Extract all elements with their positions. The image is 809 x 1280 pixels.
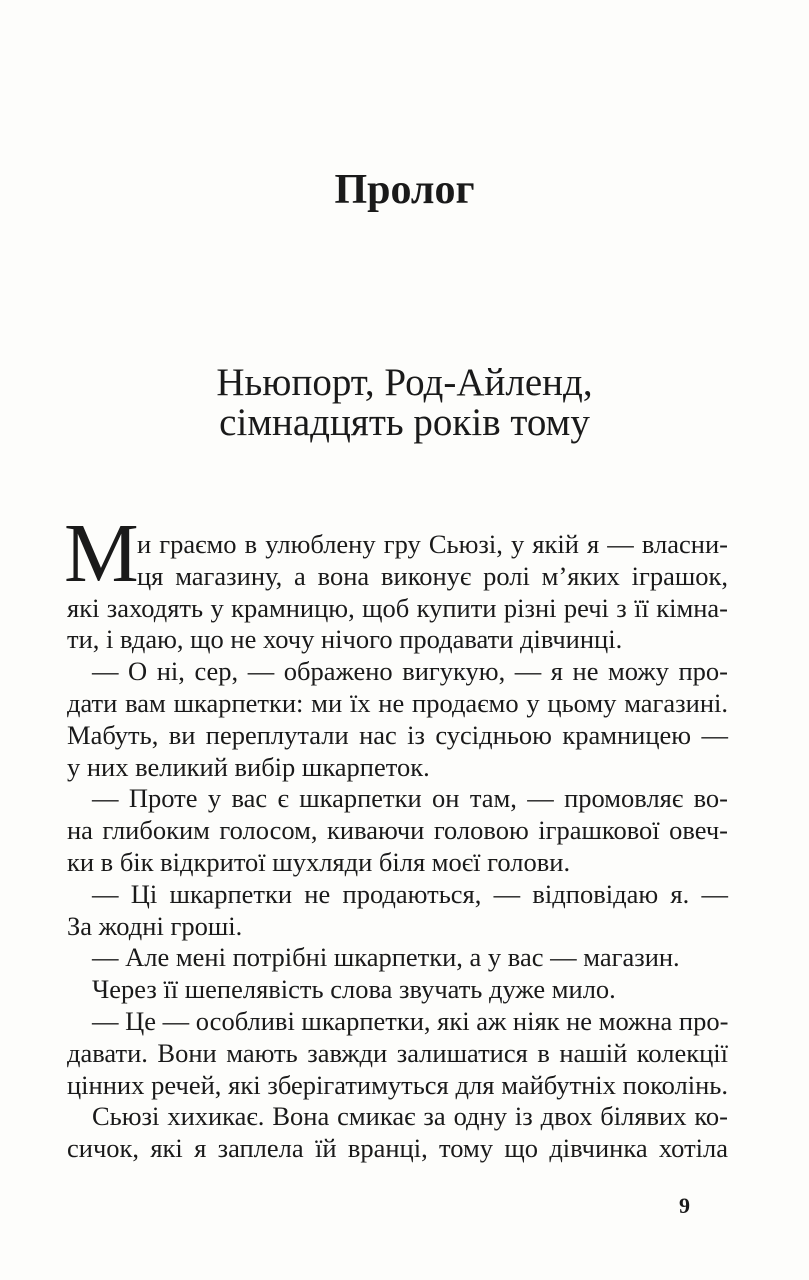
text-line: ця магазину, а вона виконує ролі м’яких іграшок, bbox=[137, 560, 728, 591]
text-line: Сьюзі хихикає. Вона смикає за одну із двох білявих ко- bbox=[92, 1101, 728, 1132]
text-line: — О ні, сер, — ображено вигукую, — я не можу про- bbox=[92, 656, 728, 687]
text-line: ти, і вдаю, що не хочу нічого продавати дівчинці. bbox=[67, 624, 623, 655]
drop-cap: М bbox=[64, 507, 139, 600]
text-line: Мабуть, ви переплутали нас із сусідньою крамницею — bbox=[67, 719, 728, 750]
text-line: дати вам шкарпетки: ми їх не продаємо у цьому магазині. bbox=[67, 688, 728, 718]
chapter-title: Пролог bbox=[334, 167, 475, 213]
text-line: и граємо в улюблену гру Сьюзі, у якій я — власни- bbox=[137, 529, 728, 559]
text-line: у них великий вибір шкарпеток. bbox=[67, 751, 430, 782]
text-line: які заходять у крамницю, щоб купити різні речі з її кімна- bbox=[67, 592, 728, 623]
text-line: — Проте у вас є шкарпетки он там, — промовляє во- bbox=[92, 783, 728, 814]
chapter-subtitle-line-2: сімнадцять років тому bbox=[219, 401, 590, 444]
text-line: — Це — особливі шкарпетки, які аж ніяк не можна про- bbox=[92, 1006, 729, 1036]
text-line: Через її шепелявість слова звучать дуже мило. bbox=[92, 974, 616, 1005]
text-line: цінних речей, які зберігатимуться для майбутніх поколінь. bbox=[67, 1069, 728, 1100]
text-line: сичок, які я заплела їй вранці, тому що дівчинка хотіла bbox=[67, 1133, 728, 1164]
text-line: давати. Вони мають завжди залишатися в нашій колекції bbox=[67, 1037, 728, 1068]
text-line: — Ці шкарпетки не продаються, — відповідаю я. — bbox=[92, 878, 728, 909]
text-line: ки в бік відкритої шухляди біля моєї голови. bbox=[67, 847, 571, 877]
chapter-subtitle-line-1: Ньюпорт, Род-Айленд, bbox=[216, 361, 593, 404]
text-line: — Але мені потрібні шкарпетки, а у вас — магазин. bbox=[92, 942, 680, 973]
text-line: на глибоким голосом, киваючи головою іграшкової овеч- bbox=[67, 815, 728, 846]
page-number: 9 bbox=[679, 1193, 690, 1218]
text-line: За жодні гроші. bbox=[67, 910, 243, 941]
